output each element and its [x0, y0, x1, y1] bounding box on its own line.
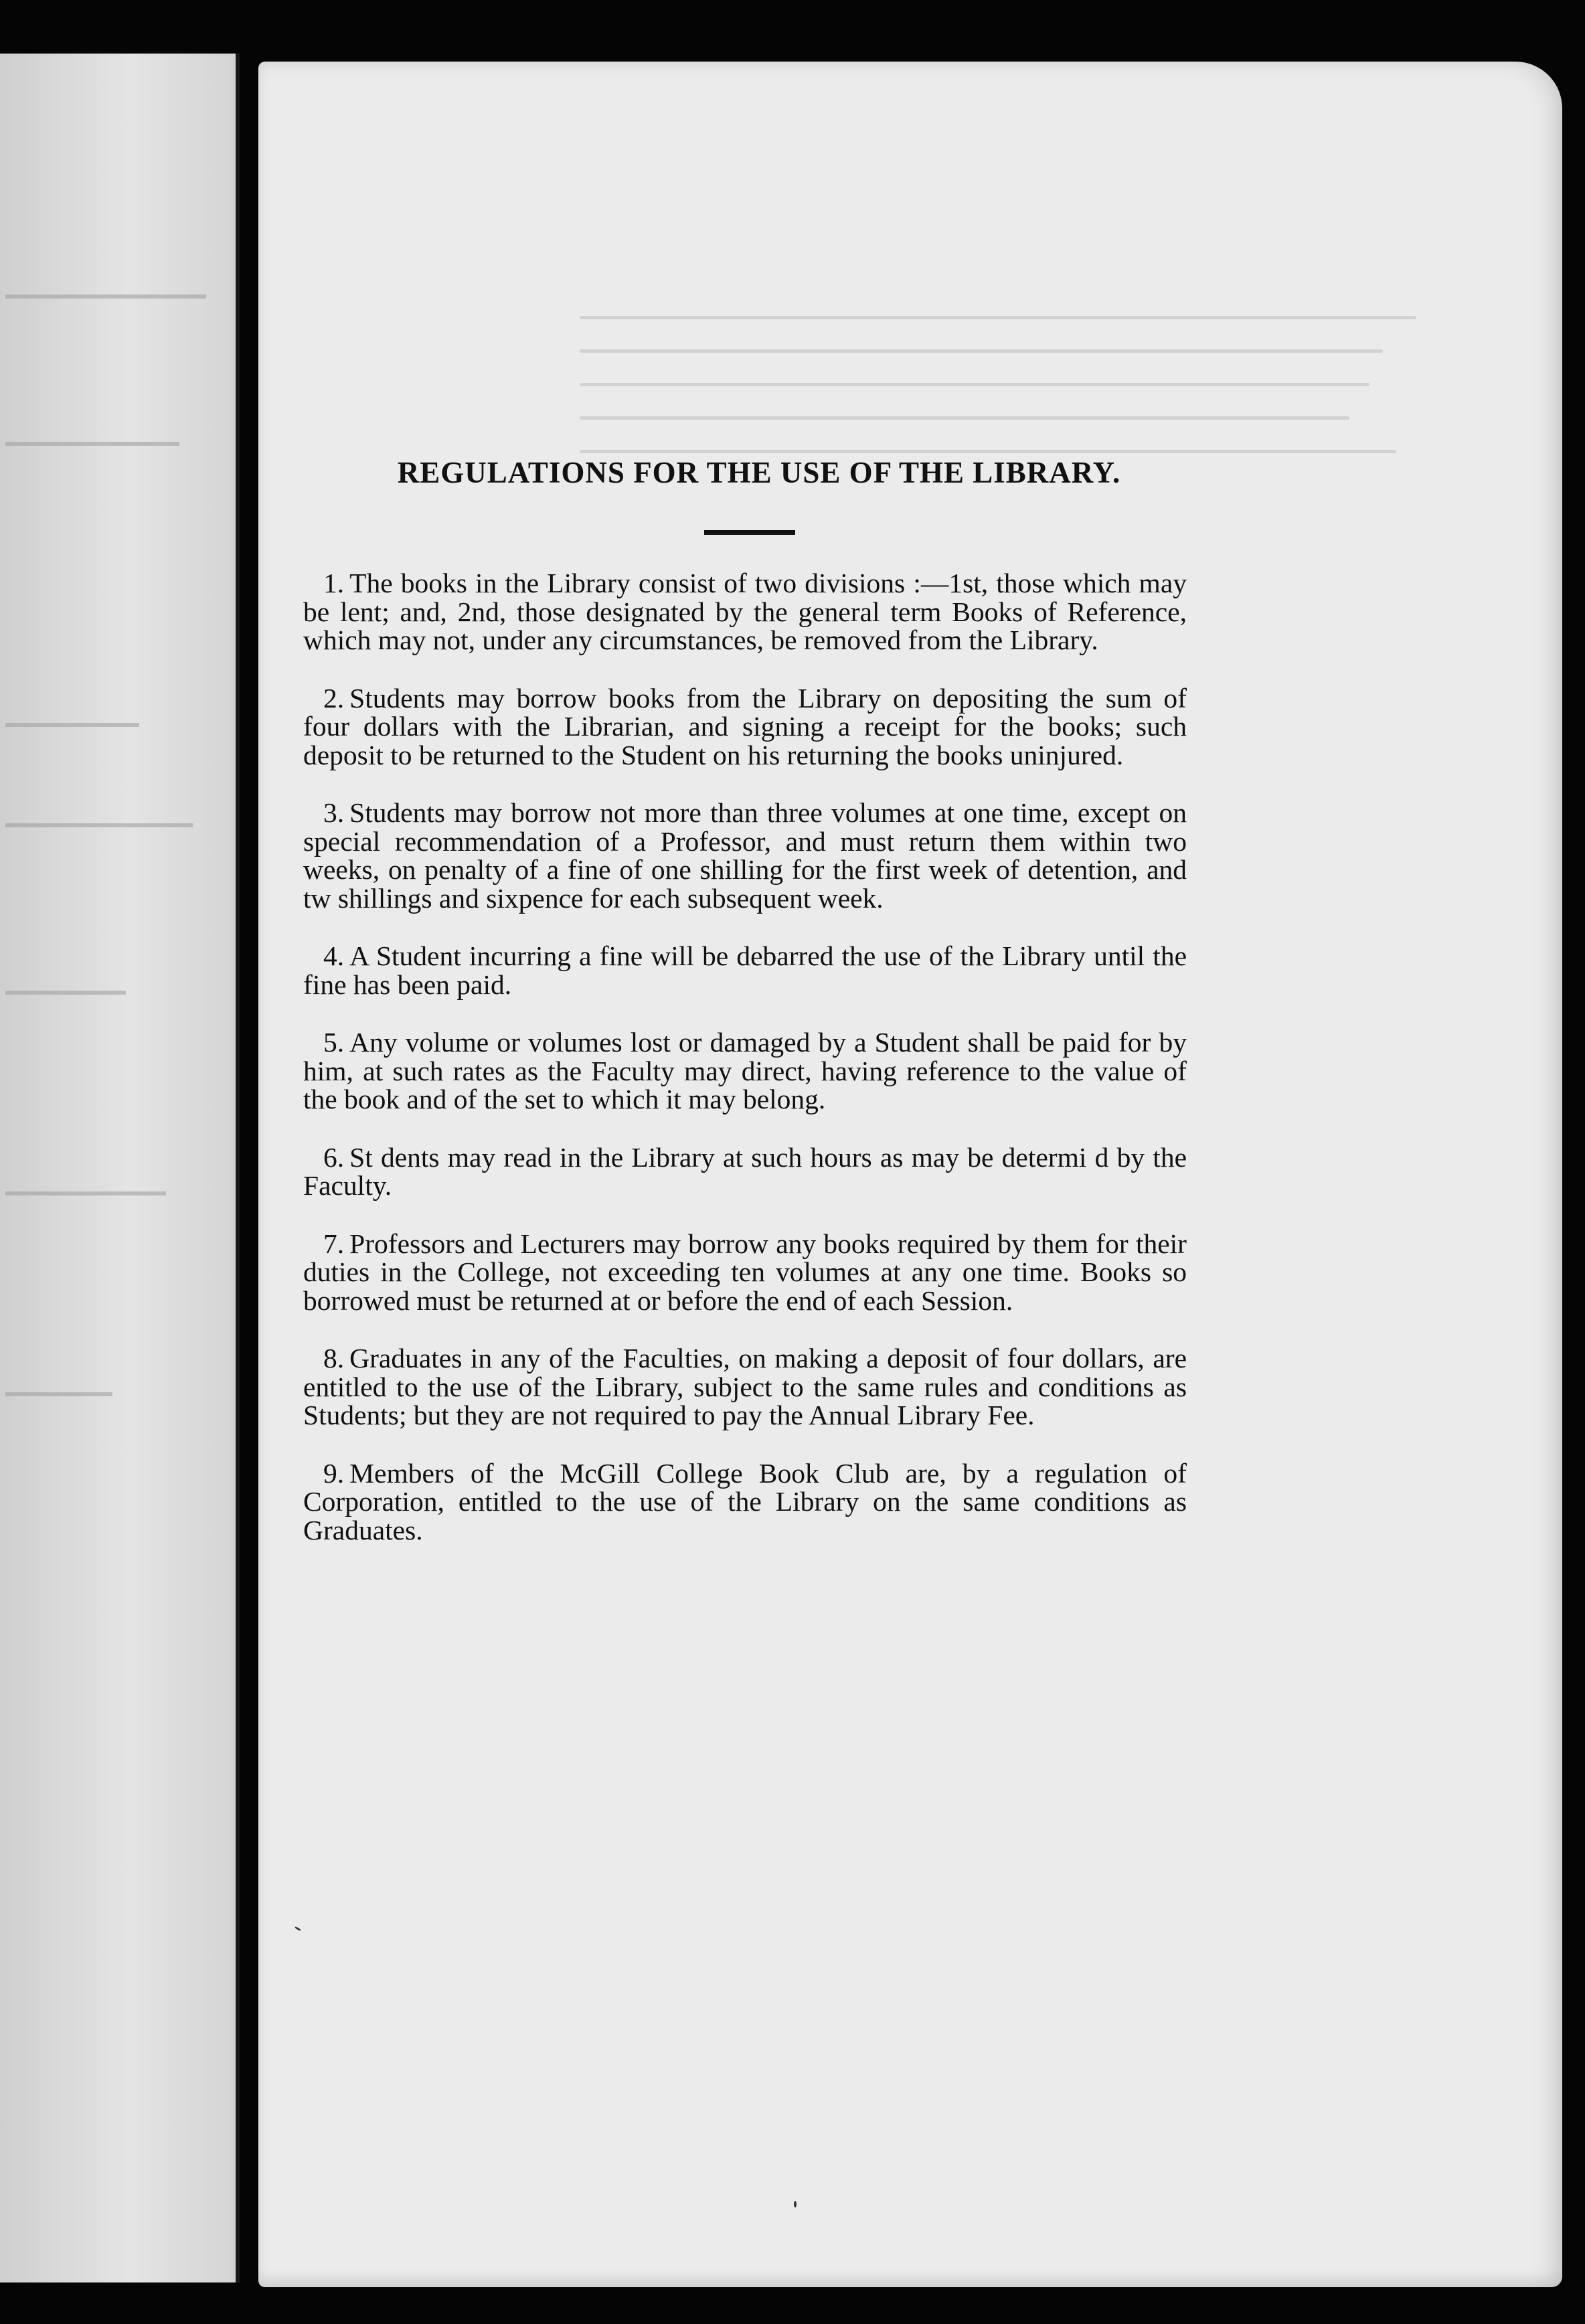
- regulation-text: St dents may read in the Library at such hours as may be determi d by the Faculty.: [303, 1141, 1187, 1201]
- regulation-number: 7.: [323, 1228, 345, 1259]
- facing-page-edge: [0, 54, 240, 2282]
- regulation-item: [303, 1143, 1187, 1200]
- regulation-item: [303, 1028, 1187, 1114]
- regulation-text: Any volume or volumes lost or damaged by a Student shall be paid for by him, at such rates as the Faculty may direct, having reference to the value of the book and of the set to which it may belong.: [303, 1027, 1187, 1114]
- regulation-text: Professors and Lecturers may borrow any books required by them for their duties in the College, not exceeding ten volumes at any one time. Books so borrowed must be returned at or before the end of each Session.: [303, 1228, 1187, 1316]
- regulation-item: [303, 942, 1187, 999]
- regulation-text: Graduates in any of the Faculties, on making a deposit of four dollars, are entitled to the use of the Library, subject to the same rules and conditions as Students; but they are not required to pay the Annual Library Fee.: [303, 1343, 1187, 1430]
- regulation-item: [303, 684, 1187, 770]
- regulation-text: The books in the Library consist of two divisions :—1st, those which may be lent; and, 2nd, those designated by the general term Books of Reference, which may not, under any circumstances, be removed from the Library.: [303, 568, 1187, 655]
- regulation-text: Students may borrow books from the Library on depositing the sum of four dollars with the Librarian, and signing a receipt for the books; such deposit to be returned to the Student on his returning the books uninjured.: [303, 682, 1187, 770]
- regulation-item: [303, 1230, 1187, 1315]
- regulation-number: 2.: [323, 682, 345, 714]
- regulation-item: [303, 1344, 1187, 1430]
- regulations-list: [303, 569, 1187, 1574]
- page-title: REGULATIONS FOR THE USE OF THE LIBRARY.: [397, 456, 1121, 489]
- regulation-number: 9.: [323, 1457, 345, 1489]
- regulation-number: 4.: [323, 940, 345, 971]
- regulation-text: Members of the McGill College Book Club are, by a regulation of Corporation, entitled to the use of the Library on the same conditions as Graduates.: [303, 1457, 1187, 1546]
- regulation-item: [303, 799, 1187, 912]
- regulation-text: Students may borrow not more than three volumes at one time, except on special recommendation of a Professor, and must return them within two weeks, on penalty of a fine of one shilling for the first week of detention, and tw shillings and sixpence for each subsequent week.: [303, 797, 1187, 914]
- regulation-number: 5.: [323, 1027, 345, 1058]
- print-speck: [794, 2201, 797, 2208]
- regulation-text: A Student incurring a fine will be debarred the use of the Library until the fine has been paid.: [303, 940, 1187, 1000]
- regulation-number: 6.: [323, 1141, 345, 1173]
- regulation-item: [303, 569, 1187, 655]
- regulation-number: 1.: [323, 568, 345, 598]
- title-rule: [704, 530, 795, 535]
- regulation-number: 3.: [323, 797, 345, 828]
- regulation-number: 8.: [323, 1343, 345, 1374]
- regulation-item: [303, 1459, 1187, 1545]
